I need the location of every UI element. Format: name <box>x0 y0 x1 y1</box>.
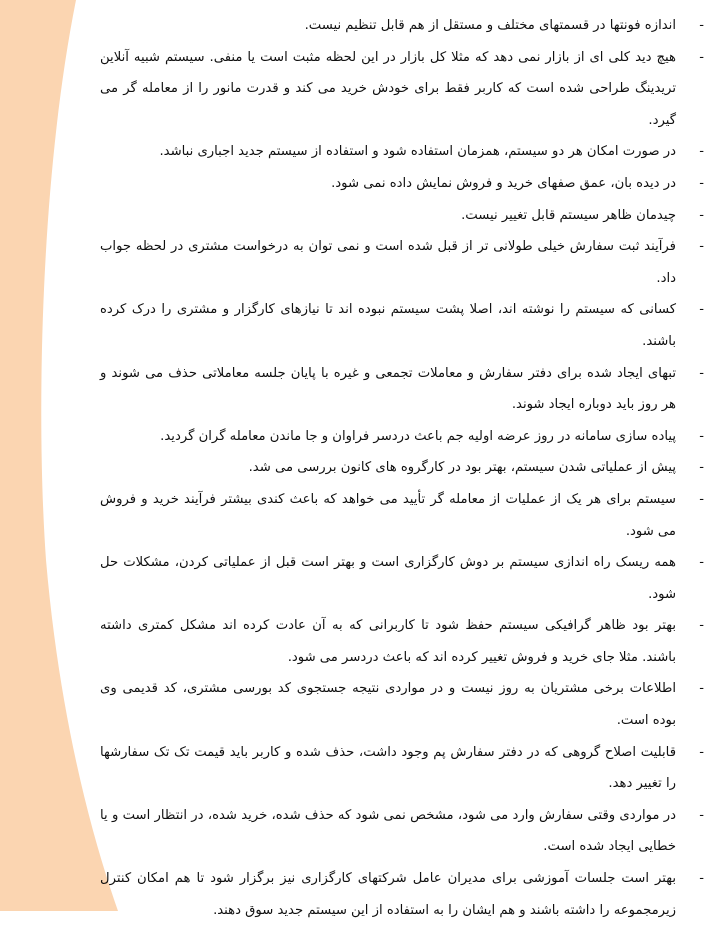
list-item <box>100 737 706 800</box>
bullet-marker: - <box>699 491 704 507</box>
list-item <box>100 484 706 547</box>
list-item <box>100 231 706 294</box>
bullet-marker: - <box>699 302 704 318</box>
list-item-text: پیش از عملیاتی شدن سیستم، بهتر بود در کارگروه های کانون بررسی می شد. <box>248 460 676 476</box>
bullet-marker: - <box>699 207 704 223</box>
bullet-marker: - <box>699 144 704 160</box>
list-item <box>100 673 706 736</box>
list-item <box>100 294 706 357</box>
list-item-text: در دیده بان، عمق صفهای خرید و فروش نمایش داده نمی شود. <box>331 175 676 191</box>
bullet-marker: - <box>699 744 704 760</box>
bullet-marker: - <box>699 49 704 65</box>
list-item <box>100 10 706 42</box>
list-item-text: فرآیند ثبت سفارش خیلی طولانی تر از قبل شده است و نمی توان به درخواست مشتری در لحظه جواب داد. <box>100 239 676 286</box>
list-item <box>100 610 706 673</box>
list-item <box>100 421 706 453</box>
list-item <box>100 136 706 168</box>
list-item <box>100 452 706 484</box>
list-item <box>100 358 706 421</box>
bullet-marker: - <box>699 175 704 191</box>
list-item-text: در مواردی وقتی سفارش وارد می شود، مشخص نمی شود که حذف شده، خرید شده، در انتظار است و یا خطایی ایجاد شده است. <box>100 807 676 855</box>
list-item-text: بهتر بود ظاهر گرافیکی سیستم حفظ شود تا کاربرانی که به آن عادت کرده اند مشکل کمتری داشته باشند. مثلا جای خرید و فروش تغییر کرده اند که باعث دردسر می شود. <box>100 618 676 665</box>
bullet-marker: - <box>699 365 704 381</box>
bullet-marker: - <box>699 18 704 33</box>
list-item-text: اندازه فونتها در قسمتهای مختلف و مستقل از هم قابل تنظیم نیست. <box>304 18 676 33</box>
bullet-marker: - <box>699 871 704 887</box>
list-item-text: پیاده سازی سامانه در روز عرضه اولیه جم باعث دردسر فراوان و جا ماندن معامله گران گردید. <box>160 428 676 444</box>
list-item-text: کسانی که سیستم را نوشته اند، اصلا پشت سیستم نبوده اند تا نیازهای کارگزار و مشتری را درک کرده باشند. <box>100 302 676 349</box>
list-item-text: تبهای ایجاد شده برای دفتر سفارش و معاملات تجمعی و غیره با پایان جلسه معاملاتی حذف می شوند و هر روز باید دوباره ایجاد شوند. <box>100 365 676 413</box>
bullet-marker: - <box>699 807 704 823</box>
bullet-marker: - <box>699 555 704 571</box>
list-item-text: هیچ دید کلی ای از بازار نمی دهد که مثلا کل بازار در این لحظه مثبت است یا منفی. سیستم شبیه آنلاین تریدینگ طراحی شده است که کاربر فقط برای خودش خرید می کند و قدرت مانور را از معامله گر می گیرد. <box>100 49 676 128</box>
list-item <box>100 547 706 610</box>
bullet-marker: - <box>699 428 704 444</box>
list-item-text: همه ریسک راه اندازی سیستم بر دوش کارگزاری است و بهتر است قبل از عملیاتی کردن، مشکلات حل شود. <box>100 555 676 602</box>
bullet-marker: - <box>699 618 704 634</box>
list-item <box>100 42 706 137</box>
bullet-list <box>100 10 706 926</box>
list-item <box>100 800 706 863</box>
list-item-text: چیدمان ظاهر سیستم قابل تغییر نیست. <box>461 207 676 223</box>
list-item-text: سیستم برای هر یک از عملیات از معامله گر تأیید می خواهد که باعث کندی بیشتر فرآیند خرید و فروش می شود. <box>100 491 676 539</box>
list-item-text: اطلاعات برخی مشتریان به روز نیست و در مواردی نتیجه جستجوی کد بورسی مشتری، کد قدیمی وی بوده است. <box>100 681 676 729</box>
list-item-text: بهتر است جلسات آموزشی برای مدیران عامل شرکتهای کارگزاری نیز برگزار شود تا هم امکان کنترل زیرمجموعه را داشته باشند و هم ایشان را به استفاده از این سیستم جدید سوق دهند. <box>100 871 676 918</box>
list-item-text: قابلیت اصلاح گروهی که در دفتر سفارش پم وجود داشت، حذف شده و کاربر باید قیمت تک تک سفارشها را تغییر دهد. <box>100 744 676 792</box>
bullet-marker: - <box>699 239 704 255</box>
list-item <box>100 863 706 926</box>
bullet-marker: - <box>699 681 704 697</box>
list-item-text: در صورت امکان هر دو سیستم، همزمان استفاده شود و استفاده از سیستم جدید اجباری نباشد. <box>159 144 676 160</box>
bullet-marker: - <box>699 460 704 476</box>
list-item <box>100 200 706 232</box>
list-item <box>100 168 706 200</box>
